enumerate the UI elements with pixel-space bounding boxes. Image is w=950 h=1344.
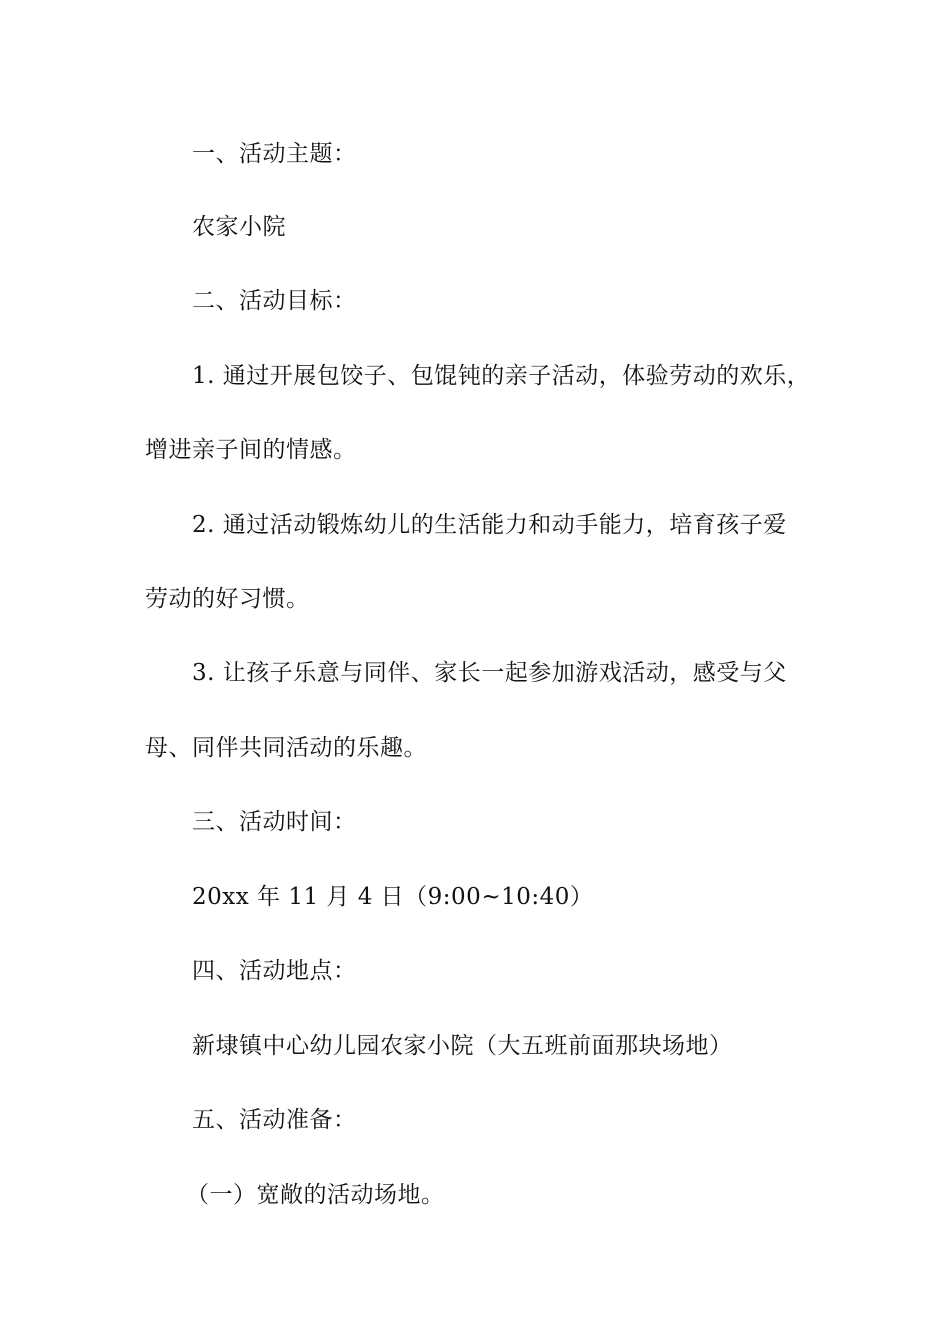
goal-2-line-1: 2. 通过活动锻炼幼儿的生活能力和动手能力，培育孩子爱 bbox=[192, 512, 787, 538]
goal-3-line-1: 3. 让孩子乐意与同伴、家长一起参加游戏活动，感受与父 bbox=[192, 660, 787, 686]
section-heading-preparation: 五、活动准备： bbox=[192, 1107, 357, 1133]
section-heading-time: 三、活动时间： bbox=[192, 809, 357, 835]
section-heading-theme: 一、活动主题： bbox=[192, 141, 357, 167]
section-heading-goals: 二、活动目标： bbox=[192, 288, 357, 314]
goal-2-line-2: 劳动的好习惯。 bbox=[145, 586, 310, 612]
preparation-item-1: （一）宽敞的活动场地。 bbox=[186, 1182, 445, 1208]
goal-3-line-2: 母、同伴共同活动的乐趣。 bbox=[145, 735, 427, 761]
goal-1-line-1: 1. 通过开展包饺子、包馄钝的亲子活动，体验劳动的欢乐， bbox=[192, 363, 811, 389]
goal-1-line-2: 增进亲子间的情感。 bbox=[145, 437, 357, 463]
section-heading-location: 四、活动地点： bbox=[192, 958, 357, 984]
time-text: 20xx 年 11 月 4 日（9:00~10:40） bbox=[192, 884, 594, 910]
theme-text: 农家小院 bbox=[192, 214, 286, 240]
location-text: 新埭镇中心幼儿园农家小院（大五班前面那块场地） bbox=[192, 1033, 733, 1059]
